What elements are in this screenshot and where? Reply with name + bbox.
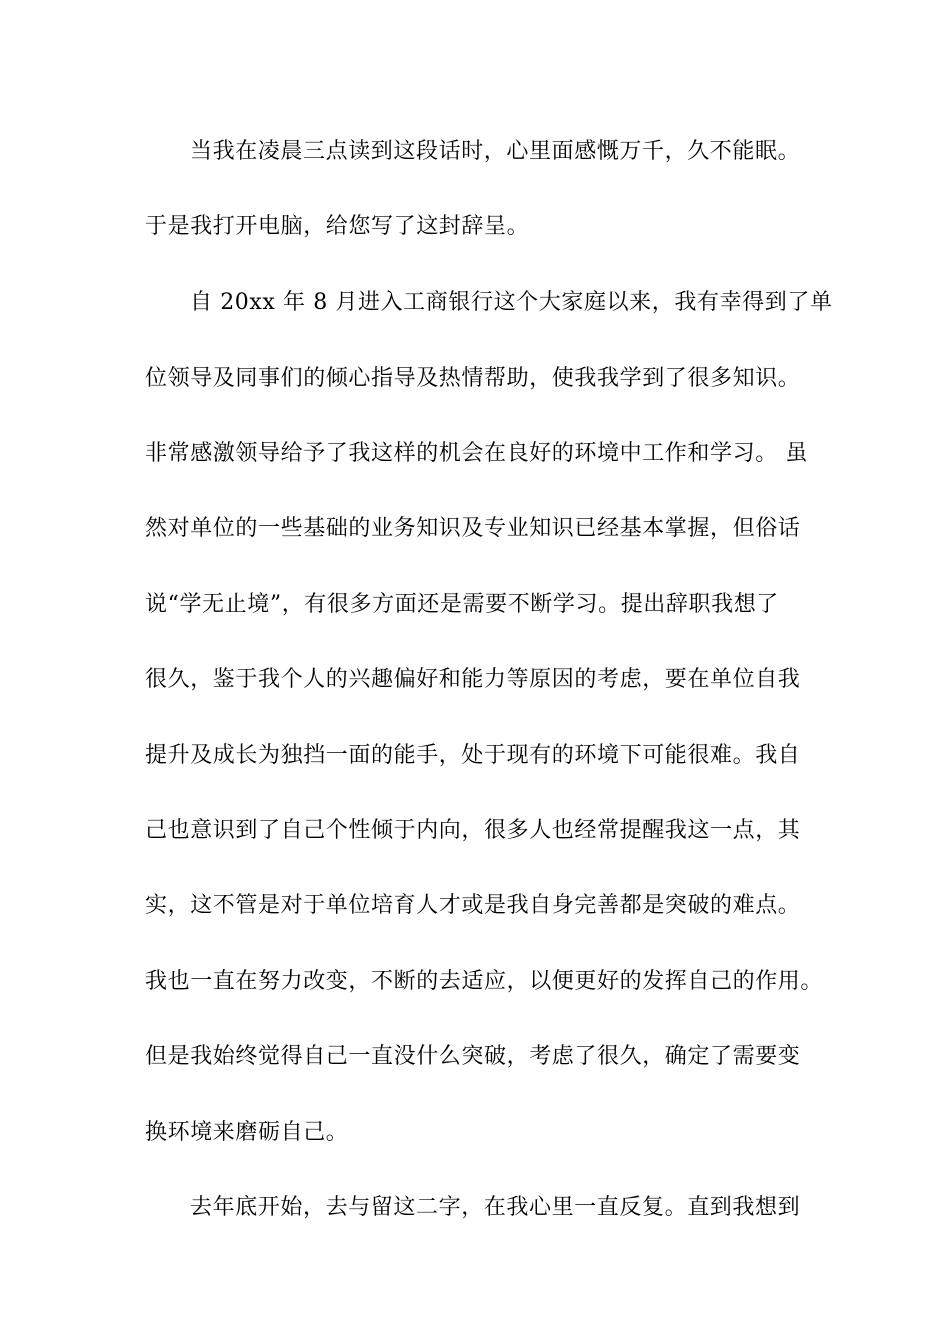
text-line: 很久，鉴于我个人的兴趣偏好和能力等原因的考虑，要在单位自我 bbox=[145, 667, 801, 692]
text-line: 提升及成长为独挡一面的能手，处于现有的环境下可能很难。我自 bbox=[145, 743, 801, 768]
text-line: 己也意识到了自己个性倾于内向，很多人也经常提醒我这一点，其 bbox=[145, 818, 801, 843]
text-line: 换环境来磨砺自己。 bbox=[145, 1120, 349, 1145]
text-line: 然对单位的一些基础的业务知识及专业知识已经基本掌握，但俗话 bbox=[145, 516, 801, 541]
text-line: 但是我始终觉得自己一直没什么突破，考虑了很久，确定了需要变 bbox=[145, 1044, 801, 1069]
text-line: 自 20xx 年 8 月进入工商银行这个大家庭以来，我有幸得到了单 bbox=[190, 290, 833, 315]
text-line: 实，这不管是对于单位培育人才或是我自身完善都是突破的难点。 bbox=[145, 893, 801, 918]
text-line: 去年底开始，去与留这二字，在我心里一直反复。直到我想到 bbox=[190, 1195, 801, 1220]
text-line: 非常感激领导给予了我这样的机会在良好的环境中工作和学习。 虽 bbox=[145, 441, 808, 466]
text-line: 当我在凌晨三点读到这段话时，心里面感慨万千，久不能眠。 bbox=[190, 139, 801, 164]
text-line: 我也一直在努力改变，不断的去适应，以便更好的发挥自己的作用。 bbox=[145, 969, 824, 994]
text-line: 于是我打开电脑，给您写了这封辞呈。 bbox=[145, 214, 530, 239]
text-line: 说“学无止境”，有很多方面还是需要不断学习。提出辞职我想了 bbox=[145, 592, 779, 617]
text-line: 位领导及同事们的倾心指导及热情帮助，使我我学到了很多知识。 bbox=[145, 366, 801, 391]
